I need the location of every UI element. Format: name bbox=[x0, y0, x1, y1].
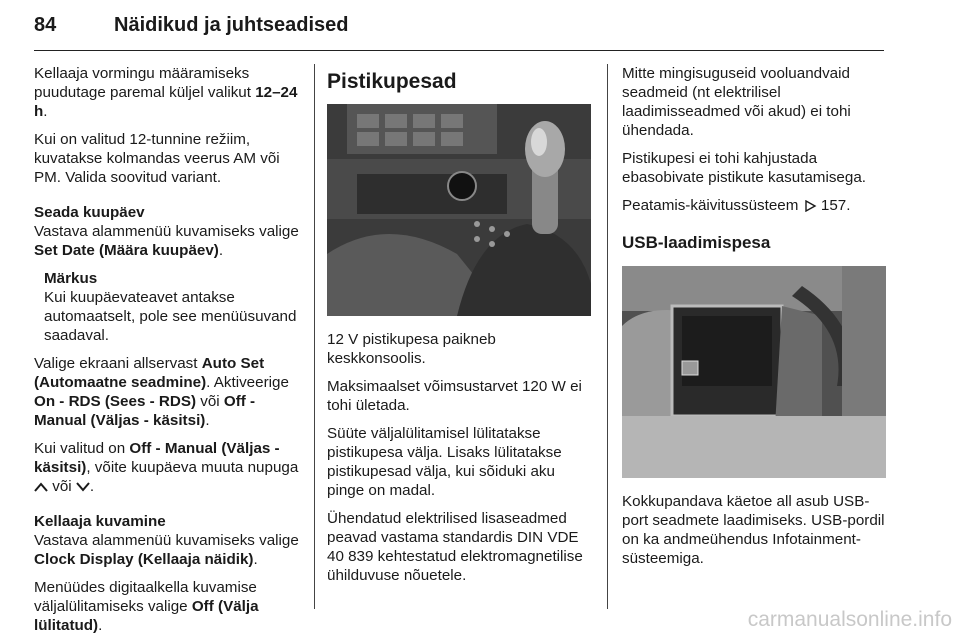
column-right bbox=[622, 64, 886, 577]
paragraph: Ühendatud elektrilised lisaseadmed peavad vastama standardis DIN VDE 40 839 kehtestatud elektromagnetilise ühilduvuse nõuetele. bbox=[327, 510, 583, 584]
usb-port-illustration bbox=[622, 266, 886, 478]
power-outlet-illustration bbox=[327, 104, 591, 316]
watermark: carmanualsonline.info bbox=[747, 608, 952, 631]
column-middle bbox=[327, 64, 593, 594]
paragraph: Maksimaalset võimsustarvet 120 W ei tohi ületada. bbox=[327, 378, 582, 414]
subheading-clock-display: Kellaaja kuvamine bbox=[34, 513, 166, 530]
column-divider bbox=[314, 64, 315, 609]
paragraph: Vastava alammenüü kuvamiseks valige Clock Display (Kellaaja näidik). bbox=[34, 532, 299, 568]
paragraph: Kokkupandava käetoe all asub USB-port seadmete laadimiseks. USB-pordil on ka andmeühendus Infotainment-süsteemiga. bbox=[622, 493, 885, 567]
chevron-down-icon bbox=[76, 481, 90, 493]
paragraph: Kui valitud on Off - Manual (Väljas - käsitsi), võite kuupäeva muuta nupuga või . bbox=[34, 440, 299, 495]
paragraph: 12 V pistikupesa paikneb keskkonsoolis. bbox=[327, 331, 496, 367]
chapter-title: Näidikud ja juhtseadised bbox=[114, 14, 349, 36]
column-divider bbox=[607, 64, 608, 609]
paragraph: Peatamis-käivitussüsteem 157. bbox=[622, 197, 851, 214]
cross-reference-arrow-icon bbox=[803, 200, 817, 212]
paragraph: Kui on valitud 12-tunnine režiim, kuvatakse kolmandas veerus AM või PM. Valida soovitud variant. bbox=[34, 131, 280, 186]
usb-port-photo bbox=[622, 266, 886, 478]
chevron-up-icon bbox=[34, 481, 48, 493]
subheading-set-date: Seada kuupäev bbox=[34, 204, 145, 221]
paragraph: Valige ekraani allservast Auto Set (Automaatne seadmine). Aktiveerige On - RDS (Sees - RDS) või Off - Manual (Väljas - käsitsi). bbox=[34, 355, 289, 429]
section-heading-usb: USB-laadimispesa bbox=[622, 233, 771, 252]
paragraph: Mitte mingisuguseid vooluandvaid seadmeid (nt elektrilisel laadimisseadmed või akud) ei tohi ühendada. bbox=[622, 65, 851, 139]
paragraph: Kellaaja vormingu määramiseks puudutage paremal küljel valikut 12–24 h. bbox=[34, 65, 298, 120]
note-title: Märkus bbox=[44, 270, 98, 287]
note-box bbox=[44, 269, 304, 345]
note-text: Kui kuupäevateavet antakse automaatselt, pole see menüüsuvand saadaval. bbox=[44, 289, 297, 344]
page-header bbox=[34, 14, 884, 51]
paragraph: Vastava alammenüü kuvamiseks valige Set Date (Määra kuupäev). bbox=[34, 223, 299, 259]
power-outlet-photo bbox=[327, 104, 591, 316]
paragraph: Menüüdes digitaalkella kuvamise väljalülitamiseks valige Off (Välja lülitatud). bbox=[34, 579, 259, 634]
page-number: 84 bbox=[34, 14, 57, 36]
section-heading-power-outlets: Pistikupesad bbox=[327, 70, 457, 93]
paragraph: Süüte väljalülitamisel lülitatakse pistikupesa välja. Lisaks lülitatakse pistikupesad välja, kui sõiduki aku pinge on madal. bbox=[327, 425, 562, 499]
paragraph: Pistikupesi ei tohi kahjustada ebasobivate pistikute kasutamisega. bbox=[622, 150, 866, 186]
column-left bbox=[34, 64, 304, 644]
